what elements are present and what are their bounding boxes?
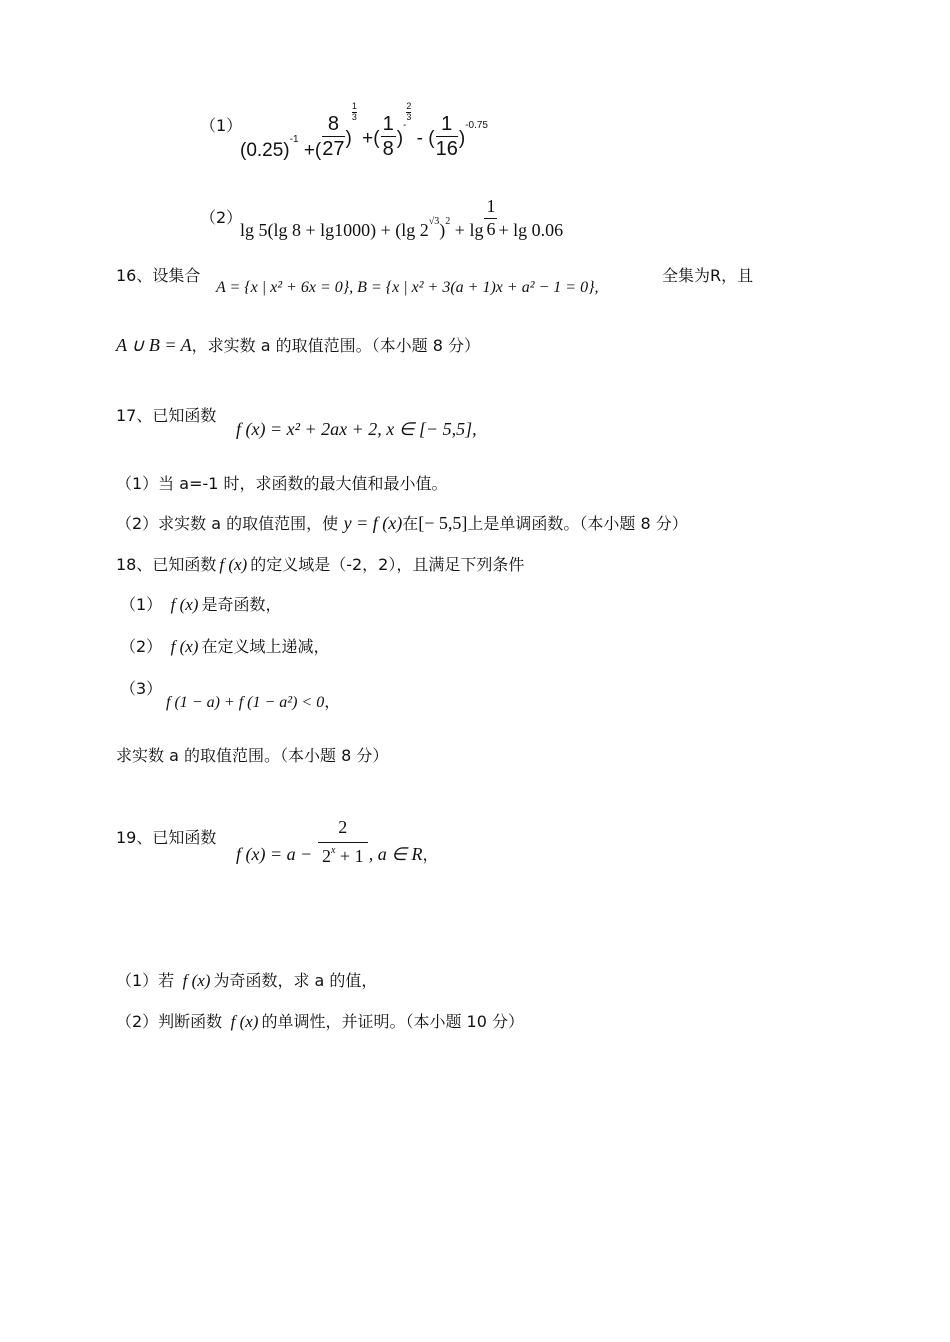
problem16-line1	[116, 268, 200, 285]
problem-number: 16、设集合	[116, 266, 201, 285]
exponent-sign: -	[403, 119, 407, 131]
numerator: 2	[406, 101, 412, 111]
item-label: （2）	[200, 208, 243, 227]
math: f (1 − a) + f (1 − a²) < 0	[166, 694, 325, 711]
numerator: 1	[351, 101, 357, 111]
numerator: 8	[322, 112, 344, 137]
item-label: （3）	[120, 679, 163, 698]
expr-op: )	[458, 127, 466, 149]
math: f (x)	[182, 971, 211, 990]
fraction	[381, 112, 396, 161]
expr-part: + lg	[450, 220, 484, 241]
set-definition: A = {x | x² + 6x = 0}, B = {x | x² + 3(a + 1)x + a² − 1 = 0},	[216, 279, 599, 296]
problem15-item1	[200, 118, 242, 135]
problem-number: 19、已知函数	[116, 828, 217, 847]
text: （1）若	[116, 971, 175, 990]
fraction	[484, 196, 497, 240]
text: 上是单调函数。（本小题 8 分）	[467, 514, 688, 533]
function-definition: f (x) = x² + 2ax + 2, x ∈ [− 5,5],	[236, 419, 477, 439]
text: （2）求实数 a 的取值范围，使	[116, 514, 339, 533]
problem17-function	[236, 420, 477, 438]
fraction	[318, 817, 368, 867]
denominator: 27	[322, 138, 345, 160]
numerator: 1	[382, 113, 394, 135]
tail: + 1	[335, 845, 364, 866]
expr-part: lg 5(lg 8 + lg1000) + (lg 2	[240, 220, 429, 241]
problem16-tail	[662, 268, 753, 284]
text: 的单调性，并证明。（本小题 10 分）	[261, 1012, 524, 1031]
denominator: 8	[382, 138, 394, 160]
numerator: 1	[436, 112, 458, 137]
denominator: 16	[435, 138, 458, 160]
math: [− 5,5]	[418, 513, 468, 533]
text: 在定义域上递减，	[201, 637, 330, 656]
problem16-line2	[116, 336, 480, 355]
problem18-c2	[120, 638, 329, 656]
fraction	[436, 112, 458, 161]
problem19-line1	[116, 830, 216, 847]
problem18-c3	[166, 694, 340, 711]
fraction	[322, 112, 344, 161]
exponent-fraction	[352, 102, 357, 123]
problem18-ask	[116, 748, 388, 764]
denominator	[318, 843, 368, 868]
base: 2	[321, 845, 331, 866]
problem16-sets	[216, 280, 598, 296]
problem18-c3-label	[120, 681, 162, 697]
item-label: （1）	[200, 116, 243, 135]
problem17-q2	[116, 514, 688, 533]
text: 的定义域是（-2，2），且满足下列条件	[250, 555, 525, 574]
expr-part: + lg 0.06	[498, 220, 564, 241]
text: ，	[422, 845, 439, 865]
numerator: 1	[484, 196, 497, 219]
problem19-q1	[116, 972, 377, 990]
problem18-line1	[116, 556, 524, 574]
problem17-q1	[116, 476, 448, 492]
math: A ∪ B = A	[116, 335, 192, 355]
denominator: 3	[406, 111, 412, 122]
exponent-fraction	[406, 102, 411, 123]
problem-number: 17、已知函数	[116, 406, 217, 425]
problem15-item2-expression	[240, 196, 563, 240]
text: （2）判断函数	[116, 1012, 223, 1031]
text: ，	[324, 692, 341, 711]
math: f (x)	[170, 595, 199, 614]
math: f (x)	[170, 637, 199, 656]
exponent: 2	[445, 216, 451, 228]
expr-op: +(	[303, 139, 322, 161]
math: f (x) = a −	[236, 844, 313, 865]
expr-op: - (	[416, 127, 435, 149]
text: 在	[402, 514, 419, 533]
problem19-function	[236, 817, 438, 867]
expr-term: (0.25)	[240, 139, 290, 161]
problem-number: 18、已知函数	[116, 555, 217, 574]
expr-op: )	[345, 127, 352, 149]
text: 全集为R，且	[662, 266, 754, 285]
exponent: -1	[289, 133, 299, 145]
exponent: -0.75	[465, 119, 488, 131]
item-label: （2）	[120, 637, 163, 656]
item-label: （1）	[120, 595, 163, 614]
question: 求实数 a 的取值范围。（本小题 8 分）	[116, 746, 389, 765]
problem19-q2	[116, 1013, 524, 1031]
expr-op: )	[396, 127, 404, 149]
problem18-c1	[120, 596, 281, 614]
denominator: 3	[351, 111, 357, 122]
math: f (x)	[230, 1012, 259, 1031]
problem15-item2	[200, 210, 242, 227]
problem17-line1	[116, 408, 216, 425]
exponent: x	[330, 844, 336, 856]
text: ，求实数 a 的取值范围。（本小题 8 分）	[191, 336, 480, 355]
question: （1）当 a=-1 时，求函数的最大值和最小值。	[116, 474, 448, 493]
text: 是奇函数，	[201, 595, 282, 614]
expr-part: )	[439, 220, 446, 241]
exponent-sqrt: √3	[428, 216, 440, 228]
math: y = f (x)	[343, 513, 403, 533]
text: 为奇函数，求 a 的值，	[213, 971, 378, 990]
problem15-item1-expression	[240, 101, 488, 161]
expr-op: +(	[362, 127, 380, 149]
numerator: 2	[318, 817, 368, 843]
math: , a ∈ R	[368, 844, 423, 865]
denominator: 6	[486, 218, 496, 239]
math: f (x)	[219, 555, 248, 574]
